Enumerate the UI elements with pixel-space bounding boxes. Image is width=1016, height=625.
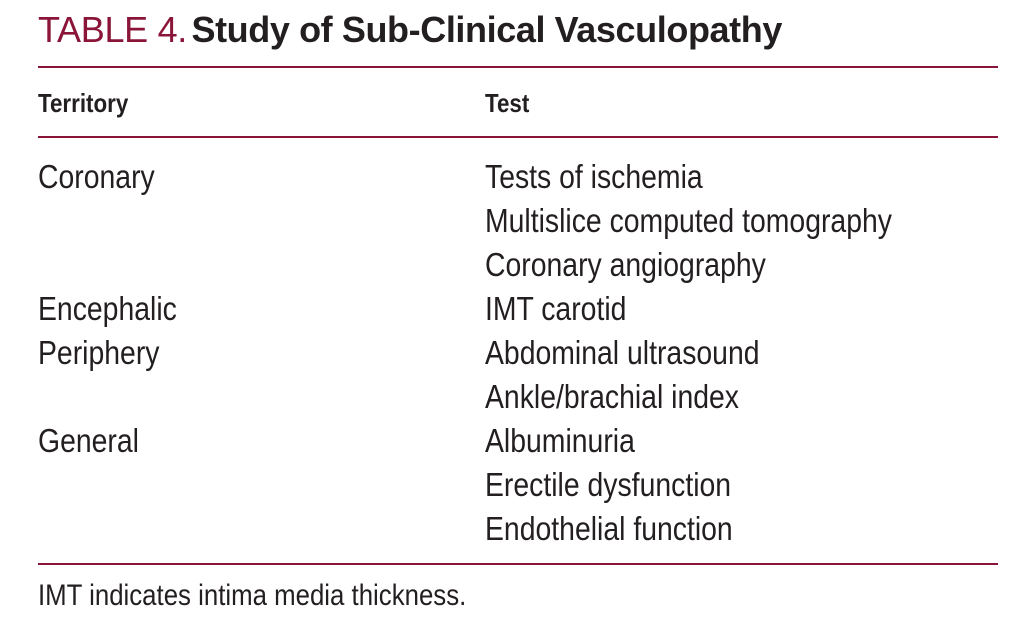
territory-cell: General [38,422,139,459]
tests-cell [485,419,998,551]
table-row [38,331,998,419]
table-row [38,155,998,287]
tests-cell [485,287,998,331]
table-row [38,419,998,551]
tests-cell [485,331,998,419]
test-item: Tests of ischemia [485,158,703,195]
territory-cell: Coronary [38,158,155,195]
table-footnote: IMT indicates intima media thickness. [38,579,467,612]
tests-cell [485,155,998,287]
test-item: Albuminuria [485,422,635,459]
territory-cell: Encephalic [38,290,177,327]
header-rule [38,136,998,138]
test-item: Endothelial function [485,510,733,547]
test-item: IMT carotid [485,290,627,327]
test-item: Multislice computed tomography [485,202,892,239]
column-header-test: Test [485,88,530,118]
table-body [38,155,998,551]
top-rule [38,66,998,68]
table-label: TABLE 4. [38,9,188,50]
test-item: Coronary angiography [485,246,766,283]
test-item: Abdominal ultrasound [485,334,760,371]
table-title-text: Study of Sub-Clinical Vasculopathy [191,9,782,50]
bottom-rule [38,563,998,565]
column-header-territory: Territory [38,88,129,118]
test-item: Erectile dysfunction [485,466,732,503]
test-item: Ankle/brachial index [485,378,739,415]
table-row [38,287,998,331]
table-title [38,8,782,60]
territory-cell: Periphery [38,334,160,371]
